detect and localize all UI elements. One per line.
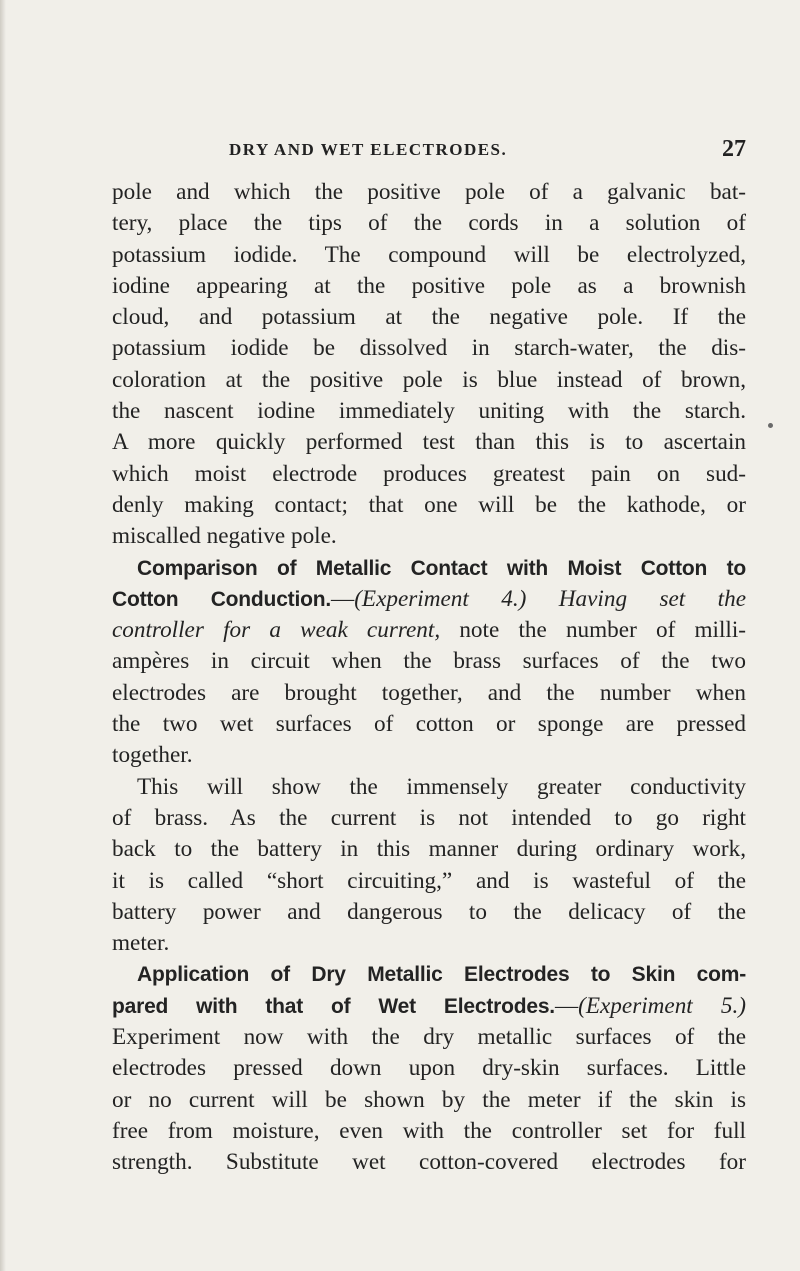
text-line — [112, 553, 746, 584]
text-line — [112, 240, 746, 271]
line-text: meter. — [112, 930, 170, 957]
text-line — [112, 208, 746, 239]
section-heading: pared with that of Wet Electrodes. — [112, 994, 555, 1018]
text-line — [112, 772, 746, 803]
text-line — [112, 959, 746, 990]
line-text: tery, place the tips of the cords in a solution of — [112, 210, 746, 237]
text-line — [112, 678, 746, 709]
line-text: — — [554, 992, 579, 1019]
text-line — [112, 1053, 746, 1084]
section-heading: Comparison of Metallic Contact with Moist Cotton to — [137, 556, 746, 580]
line-text: potassium iodide be dissolved in starch-water, the dis- — [112, 335, 746, 362]
line-text: together. — [112, 742, 193, 769]
section-heading: Cotton Conduction. — [112, 587, 331, 611]
line-text: — — [331, 585, 355, 612]
text-line — [112, 427, 746, 458]
text-line — [112, 271, 746, 302]
line-text: of brass. As the current is not intended to go right — [112, 804, 746, 831]
line-text: potassium iodide. The compound will be electrolyzed, — [112, 241, 746, 268]
line-text: cloud, and potassium at the negative pole. If the — [112, 304, 746, 331]
ink-speck — [768, 423, 773, 428]
text-line — [112, 866, 746, 897]
line-text: Experiment now with the dry metallic surfaces of the — [112, 1024, 746, 1051]
text-line — [112, 834, 746, 865]
line-text: strength. Substitute wet cotton-covered electrodes for — [112, 1149, 746, 1176]
line-text: back to the battery in this manner during ordinary work, — [112, 836, 746, 863]
line-text: or no current will be shown by the meter if the skin is — [112, 1086, 746, 1113]
line-text: iodine appearing at the positive pole as a brownish — [112, 272, 746, 299]
line-text: pole and which the positive pole of a galvanic bat- — [112, 179, 746, 205]
text-line — [112, 928, 746, 959]
text-line — [112, 991, 746, 1022]
text-line — [112, 615, 746, 646]
text-line — [112, 897, 746, 928]
text-line — [112, 803, 746, 834]
line-text: This will show the immensely greater conductivity — [137, 773, 746, 800]
body-text — [112, 177, 746, 1179]
text-line — [112, 490, 746, 521]
text-line — [112, 1085, 746, 1116]
page-number: 27 — [722, 136, 746, 162]
line-text: electrodes pressed down upon dry-skin surfaces. Little — [112, 1055, 746, 1082]
text-line — [112, 584, 746, 615]
line-text: free from moisture, even with the controller set for full — [112, 1117, 746, 1144]
text-line — [112, 646, 746, 677]
running-head-title: DRY AND WET ELECTRODES. — [229, 140, 508, 159]
section-heading: Application of Dry Metallic Electrodes to Skin com- — [137, 963, 746, 987]
italic-text: (Experiment 4.) Having set the — [354, 585, 747, 612]
text-line — [112, 459, 746, 490]
text-line — [112, 365, 746, 396]
italic-text: controller for a weak current, — [112, 617, 441, 644]
line-text: it is called “short circuiting,” and is wasteful of the — [112, 867, 746, 894]
text-line — [112, 333, 746, 364]
text-line — [112, 1116, 746, 1147]
line-text: coloration at the positive pole is blue instead of brown, — [112, 366, 746, 393]
text-line — [112, 396, 746, 427]
page-edge-shadow — [0, 0, 6, 1271]
text-line — [112, 302, 746, 333]
line-text: miscalled negative pole. — [112, 523, 337, 550]
line-text: A more quickly performed test than this is to ascertain — [112, 429, 746, 456]
line-text: electrodes are brought together, and the number when — [112, 679, 746, 706]
line-text: which moist electrode produces greatest pain on sud- — [112, 460, 746, 487]
text-line — [112, 740, 746, 771]
line-text: the two wet surfaces of cotton or sponge are pressed — [112, 711, 746, 738]
line-text: denly making contact; that one will be the kathode, or — [112, 491, 746, 518]
text-line — [112, 709, 746, 740]
line-text: ampères in circuit when the brass surfaces of the two — [112, 648, 746, 675]
italic-text: (Experiment 5.) — [578, 992, 746, 1019]
line-text: note the number of milli- — [440, 617, 747, 644]
running-head — [112, 136, 746, 170]
line-text: the nascent iodine immediately uniting with the starch. — [112, 398, 746, 425]
line-text: battery power and dangerous to the delicacy of the — [112, 898, 746, 925]
text-line — [112, 521, 746, 552]
text-line — [112, 1147, 746, 1178]
text-line — [112, 177, 746, 208]
text-line — [112, 1022, 746, 1053]
